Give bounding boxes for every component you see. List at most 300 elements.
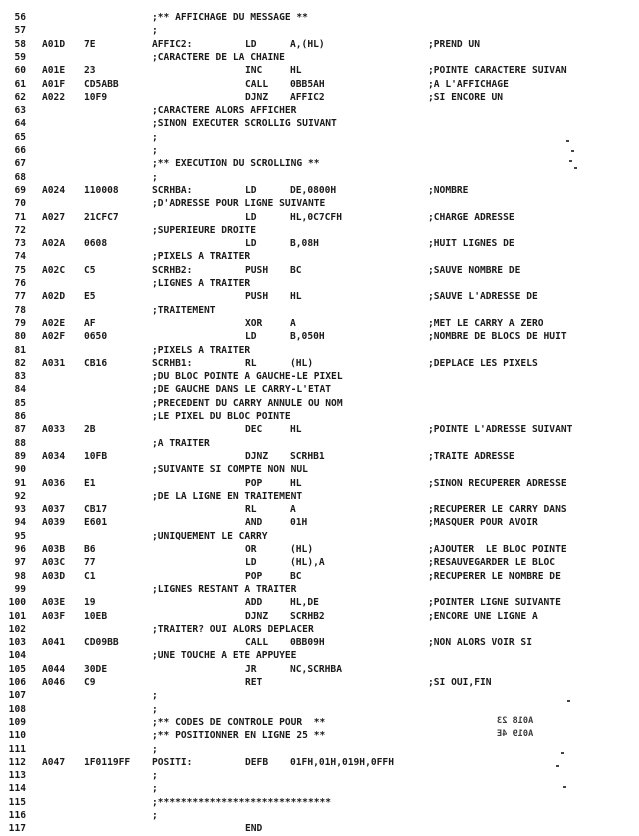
listing-line xyxy=(0,171,639,185)
comment: ;SINON RECUPERER ADRESSE xyxy=(428,477,567,489)
line-number: 61 xyxy=(14,78,26,90)
label-or-comment: ;TRAITEMENT xyxy=(152,304,216,316)
label-or-comment: ;CARACTERE DE LA CHAINE xyxy=(152,51,285,63)
line-number: 101 xyxy=(8,610,26,622)
line-number: 111 xyxy=(8,743,26,755)
mnemonic: DEC xyxy=(245,424,263,436)
line-number: 63 xyxy=(14,105,26,117)
operand: HL,DE xyxy=(290,597,319,609)
listing-line xyxy=(0,530,639,544)
address: A041 xyxy=(42,637,66,649)
comment: ;SAUVE NOMBRE DE xyxy=(428,264,521,276)
label-or-comment: ;DE LA LIGNE EN TRAITEMENT xyxy=(152,490,303,502)
mnemonic: LD xyxy=(245,557,257,569)
line-number: 56 xyxy=(14,12,26,23)
address: A03E xyxy=(42,597,66,609)
mnemonic: DJNZ xyxy=(245,610,269,622)
opcode-bytes: 2B xyxy=(84,424,96,436)
label-or-comment: ; xyxy=(152,743,158,755)
opcode-bytes: E1 xyxy=(84,477,96,489)
label-or-comment: ;UNIQUEMENT LE CARRY xyxy=(152,530,268,542)
opcode-bytes: 10FB xyxy=(84,450,108,462)
line-number: 82 xyxy=(14,357,26,369)
operand: HL,0C7CFH xyxy=(290,211,342,223)
operand: 01FH,01H,019H,0FFH xyxy=(290,756,394,768)
opcode-bytes: 23 xyxy=(84,65,96,77)
opcode-bytes: CD09BB xyxy=(84,637,119,649)
line-number: 79 xyxy=(14,317,26,329)
address: A024 xyxy=(42,184,66,196)
line-number: 87 xyxy=(14,424,26,436)
listing-line xyxy=(0,51,639,65)
address: A01F xyxy=(42,78,66,90)
address: A02E xyxy=(42,317,66,329)
listing-line xyxy=(0,490,639,504)
label-or-comment: ;LIGNES RESTANT A TRAITER xyxy=(152,583,297,595)
label-or-comment: ;SUPERIEURE DROITE xyxy=(152,224,256,236)
label-or-comment: ;A TRAITER xyxy=(152,437,210,449)
comment: ;PREND UN xyxy=(428,38,480,50)
operand: 0BB5AH xyxy=(290,78,325,90)
listing-line xyxy=(0,264,639,278)
operand: A,(HL) xyxy=(290,38,325,50)
label-or-comment: ;PIXELS A TRAITER xyxy=(152,344,251,356)
line-number: 80 xyxy=(14,331,26,343)
address: A047 xyxy=(42,756,66,768)
listing-line xyxy=(0,583,639,597)
operand: SCRHB1 xyxy=(290,450,325,462)
listing-line xyxy=(0,277,639,291)
listing-line xyxy=(0,543,639,557)
address: A02F xyxy=(42,331,66,343)
label-or-comment: ;TRAITER? OUI ALORS DEPLACER xyxy=(152,623,314,635)
line-number: 71 xyxy=(14,211,26,223)
listing-line xyxy=(0,290,639,304)
address: A031 xyxy=(42,357,66,369)
operand: B,08H xyxy=(290,238,319,250)
operand: HL xyxy=(290,291,302,303)
mnemonic: LD xyxy=(245,331,257,343)
label-or-comment: ; xyxy=(152,690,158,702)
line-number: 105 xyxy=(8,663,26,675)
comment: ;RESAUVEGARDER LE BLOC xyxy=(428,557,556,569)
scan-speck xyxy=(563,786,566,788)
line-number: 83 xyxy=(14,371,26,383)
listing-line xyxy=(0,463,639,477)
line-number: 70 xyxy=(14,198,26,210)
line-number: 69 xyxy=(14,184,26,196)
line-number: 58 xyxy=(14,38,26,50)
mnemonic: JR xyxy=(245,663,257,675)
listing-line xyxy=(0,197,639,211)
listing-line xyxy=(0,703,639,717)
label-or-comment: ; xyxy=(152,131,158,143)
line-number: 103 xyxy=(8,637,26,649)
opcode-bytes: B6 xyxy=(84,544,96,555)
listing-line xyxy=(0,131,639,145)
label-or-comment: POSITI: xyxy=(152,756,193,768)
scan-speck xyxy=(561,752,564,754)
comment: ;SI OUI,FIN xyxy=(428,677,492,688)
listing-line xyxy=(0,663,639,677)
line-number: 64 xyxy=(14,118,26,130)
line-number: 114 xyxy=(8,783,26,795)
address: A046 xyxy=(42,677,66,688)
mnemonic: INC xyxy=(245,65,263,77)
listing-line xyxy=(0,78,639,92)
operand: AFFIC2 xyxy=(290,91,325,103)
line-number: 98 xyxy=(14,570,26,582)
line-number: 108 xyxy=(8,703,26,715)
label-or-comment: ; xyxy=(152,783,158,795)
scan-speck xyxy=(567,700,570,702)
mnemonic: POP xyxy=(245,570,263,582)
mnemonic: RET xyxy=(245,677,263,688)
listing-line xyxy=(0,117,639,131)
listing-line xyxy=(0,423,639,437)
comment: ;POINTER LIGNE SUIVANTE xyxy=(428,597,561,609)
listing-line xyxy=(0,304,639,318)
line-number: 96 xyxy=(14,544,26,555)
line-number: 109 xyxy=(8,716,26,728)
operand: BC xyxy=(290,570,302,582)
line-number: 86 xyxy=(14,411,26,422)
listing-line xyxy=(0,636,639,650)
opcode-bytes: 10EB xyxy=(84,610,108,622)
listing-line xyxy=(0,370,639,384)
line-number: 74 xyxy=(14,251,26,263)
listing-line xyxy=(0,250,639,264)
scan-speck xyxy=(571,150,574,152)
comment: ;SAUVE L'ADRESSE DE xyxy=(428,291,538,303)
operand: (HL) xyxy=(290,544,314,555)
listing-line xyxy=(0,716,639,730)
line-number: 78 xyxy=(14,304,26,316)
comment: ;HUIT LIGNES DE xyxy=(428,238,515,250)
line-number: 88 xyxy=(14,437,26,449)
listing-line xyxy=(0,769,639,783)
line-number: 76 xyxy=(14,278,26,289)
line-number: 95 xyxy=(14,530,26,542)
listing-line xyxy=(0,317,639,331)
address: A03C xyxy=(42,557,66,569)
listing-line xyxy=(0,330,639,344)
line-number: 102 xyxy=(8,623,26,635)
label-or-comment: ;****************************** xyxy=(152,796,332,808)
opcode-bytes: 30DE xyxy=(84,663,108,675)
opcode-bytes: 1F0119FF xyxy=(84,756,131,768)
address: A03D xyxy=(42,570,66,582)
operand: HL xyxy=(290,477,302,489)
listing-line xyxy=(0,104,639,118)
operand: (HL) xyxy=(290,357,314,369)
line-number: 66 xyxy=(14,145,26,156)
scan-speck xyxy=(556,765,559,767)
label-or-comment: ;UNE TOUCHE A ETE APPUYEE xyxy=(152,650,297,662)
line-number: 65 xyxy=(14,131,26,143)
label-or-comment: ; xyxy=(152,171,158,183)
label-or-comment: ;** AFFICHAGE DU MESSAGE ** xyxy=(152,12,308,23)
line-number: 112 xyxy=(8,756,26,768)
line-number: 60 xyxy=(14,65,26,77)
listing-line xyxy=(0,144,639,158)
mirrored-bleed-text: A018 23 xyxy=(497,715,534,726)
label-or-comment: AFFIC2: xyxy=(152,38,193,50)
listing-line xyxy=(0,649,639,663)
comment: ;AJOUTER LE BLOC POINTE xyxy=(428,544,567,555)
comment: ;NOMBRE xyxy=(428,184,469,196)
line-number: 97 xyxy=(14,557,26,569)
line-number: 84 xyxy=(14,384,26,396)
opcode-bytes: CB17 xyxy=(84,504,108,516)
address: A02A xyxy=(42,238,66,250)
line-number: 107 xyxy=(8,690,26,702)
listing-line xyxy=(0,676,639,690)
listing-line xyxy=(0,596,639,610)
operand: BC xyxy=(290,264,302,276)
scan-speck xyxy=(566,140,569,142)
label-or-comment: ;DU BLOC POINTE A GAUCHE-LE PIXEL xyxy=(152,371,343,383)
listing-line xyxy=(0,610,639,624)
line-number: 81 xyxy=(14,344,26,356)
opcode-bytes: 0608 xyxy=(84,238,108,250)
mnemonic: END xyxy=(245,823,263,835)
listing-line xyxy=(0,450,639,464)
opcode-bytes: 0650 xyxy=(84,331,108,343)
line-number: 67 xyxy=(14,158,26,170)
address: A03B xyxy=(42,544,66,555)
mnemonic: CALL xyxy=(245,78,269,90)
label-or-comment: ;** EXECUTION DU SCROLLING ** xyxy=(152,158,320,170)
opcode-bytes: E601 xyxy=(84,517,108,529)
opcode-bytes: AF xyxy=(84,317,96,329)
opcode-bytes: C9 xyxy=(84,677,96,688)
opcode-bytes: E5 xyxy=(84,291,96,303)
listing-line xyxy=(0,410,639,424)
line-number: 89 xyxy=(14,450,26,462)
opcode-bytes: 21CFC7 xyxy=(84,211,119,223)
comment: ;RECUPERER LE CARRY DANS xyxy=(428,504,567,516)
opcode-bytes: CD5ABB xyxy=(84,78,119,90)
operand: A xyxy=(290,504,296,516)
address: A02D xyxy=(42,291,66,303)
operand: HL xyxy=(290,65,302,77)
line-number: 77 xyxy=(14,291,26,303)
mnemonic: DJNZ xyxy=(245,450,269,462)
comment: ;NON ALORS VOIR SI xyxy=(428,637,532,649)
operand: 01H xyxy=(290,517,308,529)
operand: SCRHB2 xyxy=(290,610,325,622)
address: A03F xyxy=(42,610,66,622)
comment: ;NOMBRE DE BLOCS DE HUIT xyxy=(428,331,567,343)
line-number: 94 xyxy=(14,517,26,529)
comment: ;MASQUER POUR AVOIR xyxy=(428,517,538,529)
address: A037 xyxy=(42,504,66,516)
line-number: 106 xyxy=(8,677,26,688)
listing-line xyxy=(0,809,639,823)
listing-line xyxy=(0,157,639,171)
listing-line xyxy=(0,383,639,397)
mnemonic: POP xyxy=(245,477,263,489)
line-number: 59 xyxy=(14,51,26,63)
line-number: 75 xyxy=(14,264,26,276)
operand: 0BB09H xyxy=(290,637,325,649)
opcode-bytes: 7E xyxy=(84,38,96,50)
listing-line xyxy=(0,570,639,584)
line-number: 92 xyxy=(14,490,26,502)
opcode-bytes: 110008 xyxy=(84,184,119,196)
label-or-comment: ; xyxy=(152,770,158,782)
address: A022 xyxy=(42,91,66,103)
mnemonic: CALL xyxy=(245,637,269,649)
mnemonic: PUSH xyxy=(245,264,269,276)
line-number: 110 xyxy=(8,730,26,742)
mnemonic: PUSH xyxy=(245,291,269,303)
listing-line xyxy=(0,211,639,225)
mnemonic: ADD xyxy=(245,597,263,609)
listing-line xyxy=(0,623,639,637)
scan-speck xyxy=(569,160,572,162)
mnemonic: OR xyxy=(245,544,257,555)
line-number: 85 xyxy=(14,397,26,409)
address: A01E xyxy=(42,65,66,77)
listing-line xyxy=(0,184,639,198)
label-or-comment: ;** POSITIONNER EN LIGNE 25 ** xyxy=(152,730,326,742)
listing-line xyxy=(0,91,639,105)
line-number: 62 xyxy=(14,91,26,103)
listing-line xyxy=(0,38,639,52)
label-or-comment: ; xyxy=(152,25,158,37)
comment: ;TRAITE ADRESSE xyxy=(428,450,515,462)
address: A033 xyxy=(42,424,66,436)
listing-line xyxy=(0,237,639,251)
mnemonic: AND xyxy=(245,517,263,529)
mnemonic: LD xyxy=(245,211,257,223)
listing-line xyxy=(0,516,639,530)
line-number: 115 xyxy=(8,796,26,808)
listing-line xyxy=(0,689,639,703)
listing-line xyxy=(0,11,639,25)
label-or-comment: ;SINON EXECUTER SCROLLIG SUIVANT xyxy=(152,118,337,130)
address: A044 xyxy=(42,663,66,675)
opcode-bytes: C5 xyxy=(84,264,96,276)
comment: ;POINTE L'ADRESSE SUIVANT xyxy=(428,424,573,436)
mnemonic: DJNZ xyxy=(245,91,269,103)
line-number: 116 xyxy=(8,810,26,821)
listing-line xyxy=(0,397,639,411)
label-or-comment: ;** CODES DE CONTROLE POUR ** xyxy=(152,716,326,728)
label-or-comment: SCRHB2: xyxy=(152,264,193,276)
listing-line xyxy=(0,357,639,371)
line-number: 91 xyxy=(14,477,26,489)
address: A039 xyxy=(42,517,66,529)
address: A02C xyxy=(42,264,66,276)
label-or-comment: ;D'ADRESSE POUR LIGNE SUIVANTE xyxy=(152,198,326,210)
operand: (HL),A xyxy=(290,557,325,569)
mnemonic: LD xyxy=(245,184,257,196)
comment: ;ENCORE UNE LIGNE A xyxy=(428,610,538,622)
line-number: 93 xyxy=(14,504,26,516)
comment: ;CHARGE ADRESSE xyxy=(428,211,515,223)
scan-speck xyxy=(574,167,577,169)
label-or-comment: ;DE GAUCHE DANS LE CARRY-L'ETAT xyxy=(152,384,332,396)
line-number: 99 xyxy=(14,583,26,595)
opcode-bytes: 10F9 xyxy=(84,91,108,103)
listing-line xyxy=(0,64,639,78)
comment: ;DEPLACE LES PIXELS xyxy=(428,357,538,369)
line-number: 68 xyxy=(14,171,26,183)
listing-line xyxy=(0,796,639,810)
label-or-comment: ;LIGNES A TRAITER xyxy=(152,278,251,289)
comment: ;MET LE CARRY A ZERO xyxy=(428,317,544,329)
operand: NC,SCRHBA xyxy=(290,663,342,675)
line-number: 100 xyxy=(8,597,26,609)
mnemonic: RL xyxy=(245,504,257,516)
operand: A xyxy=(290,317,296,329)
listing-line xyxy=(0,24,639,38)
mnemonic: RL xyxy=(245,357,257,369)
line-number: 113 xyxy=(8,770,26,782)
line-number: 90 xyxy=(14,464,26,476)
label-or-comment: ; xyxy=(152,145,158,156)
mnemonic: LD xyxy=(245,238,257,250)
opcode-bytes: 77 xyxy=(84,557,96,569)
label-or-comment: ;SUIVANTE SI COMPTE NON NUL xyxy=(152,464,308,476)
label-or-comment: ;PIXELS A TRAITER xyxy=(152,251,251,263)
line-number: 104 xyxy=(8,650,26,662)
comment: ;POINTE CARACTERE SUIVAN xyxy=(428,65,567,77)
operand: HL xyxy=(290,424,302,436)
listing-line xyxy=(0,224,639,238)
line-number: 72 xyxy=(14,224,26,236)
label-or-comment: ;CARACTERE ALORS AFFICHER xyxy=(152,105,297,117)
listing-line xyxy=(0,556,639,570)
listing-line xyxy=(0,729,639,743)
address: A01D xyxy=(42,38,66,50)
label-or-comment: ;PRECEDENT DU CARRY ANNULE OU NOM xyxy=(152,397,343,409)
listing-line xyxy=(0,477,639,491)
opcode-bytes: 19 xyxy=(84,597,96,609)
mnemonic: DEFB xyxy=(245,756,269,768)
listing-line xyxy=(0,782,639,796)
address: A036 xyxy=(42,477,66,489)
listing-line xyxy=(0,756,639,770)
operand: DE,0800H xyxy=(290,184,337,196)
address: A027 xyxy=(42,211,66,223)
label-or-comment: ; xyxy=(152,703,158,715)
line-number: 117 xyxy=(8,823,26,835)
listing-line xyxy=(0,743,639,757)
label-or-comment: ; xyxy=(152,810,158,821)
label-or-comment: SCRHB1: xyxy=(152,357,193,369)
comment: ;RECUPERER LE NOMBRE DE xyxy=(428,570,561,582)
label-or-comment: SCRHBA: xyxy=(152,184,193,196)
mnemonic: XOR xyxy=(245,317,263,329)
mnemonic: LD xyxy=(245,38,257,50)
listing-line xyxy=(0,344,639,358)
label-or-comment: ;LE PIXEL DU BLOC POINTE xyxy=(152,411,291,422)
address: A034 xyxy=(42,450,66,462)
comment: ;A L'AFFICHAGE xyxy=(428,78,509,90)
operand: B,050H xyxy=(290,331,325,343)
listing-line xyxy=(0,437,639,451)
opcode-bytes: CB16 xyxy=(84,357,108,369)
comment: ;SI ENCORE UN xyxy=(428,91,504,103)
opcode-bytes: C1 xyxy=(84,570,96,582)
line-number: 57 xyxy=(14,25,26,37)
mirrored-bleed-text: A019 4E xyxy=(497,729,534,740)
line-number: 73 xyxy=(14,238,26,250)
